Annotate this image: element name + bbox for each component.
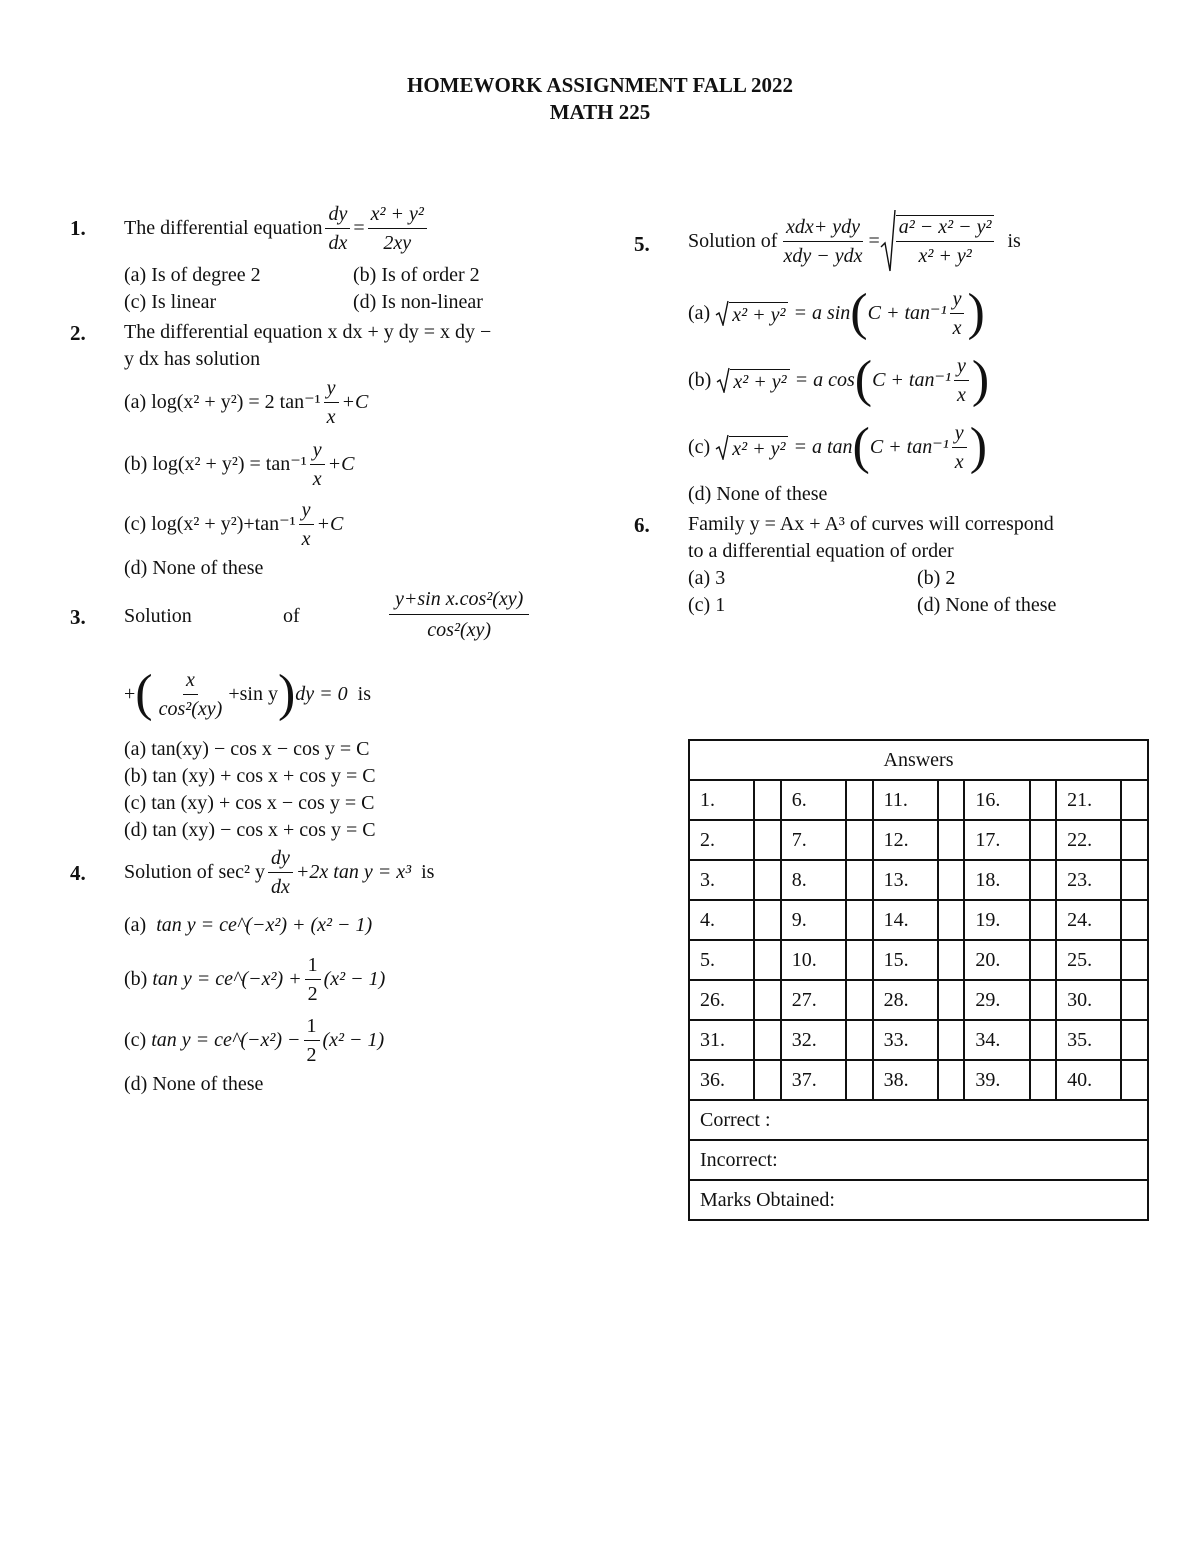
answer-number: 20.: [964, 940, 1029, 980]
q1-rhs-num: x² + y²: [368, 203, 427, 229]
q5-b-mid: = a cos: [794, 369, 855, 391]
answer-number: 14.: [873, 900, 938, 940]
answer-number: 17.: [964, 820, 1029, 860]
q1-stem-text: The differential equation: [124, 217, 323, 239]
q2-b-frac: [310, 439, 325, 490]
incorrect-field[interactable]: Incorrect:: [689, 1140, 1148, 1180]
q5-option-d: (d) None of these: [688, 483, 828, 505]
answer-number: 40.: [1056, 1060, 1121, 1100]
answer-blank[interactable]: [754, 1060, 781, 1100]
q2-b-tail: +C: [327, 453, 355, 475]
q4-c-label: (c): [124, 1029, 147, 1051]
q6-option-d: (d) None of these: [917, 594, 1057, 616]
q1-option-d: (d) Is non-linear: [353, 291, 483, 313]
answer-number: 21.: [1056, 780, 1121, 820]
q1-option-b: (b) Is of order 2: [353, 264, 480, 286]
question-1-stem: [124, 198, 430, 258]
answers-header-row: [689, 740, 1148, 780]
q5-c-x: x: [954, 450, 964, 473]
answer-blank[interactable]: [1121, 940, 1148, 980]
answers-table: [688, 739, 1149, 1221]
q5-b-root: x² + y²: [730, 369, 789, 392]
answer-blank[interactable]: [846, 900, 873, 940]
answer-blank[interactable]: [754, 980, 781, 1020]
q5-c-frac: [952, 422, 967, 473]
q3-left-paren: (: [135, 665, 153, 722]
marks-obtained-field-row: [689, 1180, 1148, 1220]
q4-stem: [124, 847, 434, 897]
question-2-number: 2.: [70, 321, 86, 345]
answer-number: 25.: [1056, 940, 1121, 980]
q5-c-arg: C + tan⁻¹: [869, 436, 949, 458]
q5-c-root: x² + y²: [729, 436, 788, 459]
answer-blank[interactable]: [754, 1020, 781, 1060]
q3-inner-tail: +sin y: [228, 683, 278, 705]
answers-row: [689, 980, 1148, 1020]
question-4-number: 4.: [70, 861, 86, 885]
q3-inner-num: x: [183, 669, 198, 695]
answers-row: [689, 820, 1148, 860]
q2-c-tail: +C: [316, 513, 344, 535]
q5-b-y: y: [954, 355, 969, 381]
q3-inner-frac: [156, 669, 226, 720]
q4-c-lhs: tan y = ce^(−x²) −: [151, 1029, 301, 1051]
q2-stem-line2: y dx has solution: [124, 348, 261, 370]
page-title: HOMEWORK ASSIGNMENT FALL 2022: [406, 73, 794, 97]
q2-b-y: y: [310, 439, 325, 465]
q4-b-two: 2: [307, 982, 318, 1005]
answer-blank[interactable]: [754, 820, 781, 860]
q5-c-mid: = a tan: [793, 436, 853, 458]
answer-number: 37.: [781, 1060, 846, 1100]
answer-blank[interactable]: [1121, 900, 1148, 940]
q5-a-label: (a): [688, 302, 711, 324]
q5-option-a: [688, 284, 985, 341]
q2-a-lhs: log(x² + y²) = 2 tan⁻¹: [151, 391, 321, 413]
q5-b-right-paren: ): [971, 351, 990, 408]
answer-number: 23.: [1056, 860, 1121, 900]
q5-c-right-paren: ): [969, 418, 988, 475]
answers-row: [689, 1060, 1148, 1100]
correct-field[interactable]: Correct :: [689, 1100, 1148, 1140]
answer-number: 5.: [689, 940, 754, 980]
q5-rad-den: x² + y²: [918, 245, 972, 267]
answer-number: 12.: [873, 820, 938, 860]
q2-option-b: [124, 440, 354, 488]
answer-blank[interactable]: [754, 940, 781, 980]
answer-number: 30.: [1056, 980, 1121, 1020]
answer-blank[interactable]: [1030, 820, 1057, 860]
q5-a-root: x² + y²: [729, 302, 788, 325]
question-6-number: 6.: [634, 513, 650, 537]
answer-number: 13.: [873, 860, 938, 900]
answer-blank[interactable]: [938, 900, 965, 940]
answer-blank[interactable]: [846, 980, 873, 1020]
q2-c-y: y: [299, 499, 314, 525]
answer-number: 24.: [1056, 900, 1121, 940]
question-1-number: 1.: [70, 216, 86, 240]
q1-option-a: (a) Is of degree 2: [124, 264, 261, 286]
q5-c-y: y: [952, 422, 967, 448]
q4-c-two: 2: [306, 1043, 317, 1066]
q4-c-tail: (x² − 1): [322, 1029, 385, 1051]
q3-option-b: (b) tan (xy) + cos x + cos y = C: [124, 765, 376, 787]
answer-blank[interactable]: [754, 900, 781, 940]
q5-a-right-paren: ): [967, 284, 985, 341]
answers-row: [689, 940, 1148, 980]
answer-number: 22.: [1056, 820, 1121, 860]
q3-frac: [389, 588, 529, 641]
q5-c-left-paren: (: [852, 418, 870, 475]
q4-derivative: [268, 847, 293, 898]
answer-number: 36.: [689, 1060, 754, 1100]
q2-b-lhs: log(x² + y²) = tan⁻¹: [152, 453, 307, 475]
answer-number: 3.: [689, 860, 754, 900]
q2-stem-line1: The differential equation x dx + y dy = x dy −: [124, 321, 492, 343]
q5-lhs-num: xdx+ ydy: [783, 216, 863, 242]
answer-blank[interactable]: [938, 780, 965, 820]
answer-blank[interactable]: [754, 860, 781, 900]
q3-of: of: [283, 605, 300, 627]
marks-obtained-field[interactable]: Marks Obtained:: [689, 1180, 1148, 1220]
q5-radical-frac: [896, 215, 995, 267]
q4-b-lhs: tan y = ce^(−x²) +: [152, 968, 302, 990]
answer-blank[interactable]: [1121, 980, 1148, 1020]
q1-rhs-den: 2xy: [383, 231, 412, 254]
q5-a-y: y: [950, 288, 965, 314]
q5-stem-text: Solution of: [688, 230, 778, 252]
q5-a-radical: [715, 300, 729, 326]
answer-blank[interactable]: [846, 860, 873, 900]
q5-equals: =: [868, 230, 880, 252]
q3-frac-num: y+sin x.cos²(xy): [389, 588, 529, 615]
q3-plus: +: [124, 683, 136, 705]
q3-main-fraction: [386, 588, 532, 641]
q5-c-label: (c): [688, 436, 711, 458]
answer-blank[interactable]: [1030, 1020, 1057, 1060]
q4-is: is: [421, 861, 435, 883]
answer-blank[interactable]: [1121, 860, 1148, 900]
q5-stem: [688, 208, 1021, 274]
answer-number: 38.: [873, 1060, 938, 1100]
q1-dx: dx: [328, 231, 348, 254]
q2-b-x: x: [312, 467, 322, 490]
q2-c-label: (c): [124, 513, 147, 535]
q4-b-tail: (x² − 1): [323, 968, 386, 990]
answers-row: [689, 900, 1148, 940]
answer-blank[interactable]: [938, 940, 965, 980]
answer-number: 19.: [964, 900, 1029, 940]
q2-a-frac: [324, 377, 339, 428]
q1-rhs: [368, 203, 427, 254]
answer-blank[interactable]: [1030, 940, 1057, 980]
q5-a-left-paren: (: [850, 284, 868, 341]
q4-option-c: [124, 1016, 384, 1064]
q2-a-y: y: [324, 377, 339, 403]
q3-option-d: (d) tan (xy) − cos x + cos y = C: [124, 819, 376, 841]
q6-option-b: (b) 2: [917, 567, 956, 589]
answer-blank[interactable]: [938, 860, 965, 900]
q4-stem-text: Solution of sec² y: [124, 861, 265, 883]
answer-blank[interactable]: [938, 1060, 965, 1100]
answer-number: 10.: [781, 940, 846, 980]
answer-number: 6.: [781, 780, 846, 820]
answer-blank[interactable]: [1121, 780, 1148, 820]
q3-frac-den: cos²(xy): [427, 619, 492, 641]
q5-option-b: [688, 351, 990, 408]
q5-a-mid: = a sin: [793, 302, 851, 324]
answer-blank[interactable]: [938, 980, 965, 1020]
answer-number: 32.: [781, 1020, 846, 1060]
answers-row: [689, 860, 1148, 900]
answer-blank[interactable]: [1030, 900, 1057, 940]
q2-a-label: (a): [124, 391, 147, 413]
q4-option-b: [124, 955, 385, 1003]
correct-field-row: [689, 1100, 1148, 1140]
answer-number: 39.: [964, 1060, 1029, 1100]
q5-radical-sign: [880, 209, 896, 273]
q1-dy: dy: [325, 203, 350, 229]
q5-option-c: [688, 418, 988, 475]
q2-a-tail: +C: [341, 391, 369, 413]
q3-continuation: [124, 660, 371, 728]
answer-number: 33.: [873, 1020, 938, 1060]
q2-c-frac: [299, 499, 314, 550]
answer-number: 27.: [781, 980, 846, 1020]
answer-blank[interactable]: [846, 780, 873, 820]
q4-dy: dy: [268, 847, 293, 873]
answers-row: [689, 1020, 1148, 1060]
q6-option-a: (a) 3: [688, 567, 726, 589]
answer-number: 11.: [873, 780, 938, 820]
q4-c-half: [304, 1015, 320, 1066]
answer-blank[interactable]: [754, 780, 781, 820]
q3-inner-den: cos²(xy): [158, 697, 223, 720]
q4-b-one: 1: [305, 954, 321, 980]
answer-number: 31.: [689, 1020, 754, 1060]
q1-derivative: [325, 203, 350, 254]
answer-number: 15.: [873, 940, 938, 980]
q2-b-label: (b): [124, 453, 148, 475]
question-3-number: 3.: [70, 605, 86, 629]
q4-c-one: 1: [304, 1015, 320, 1041]
q5-b-frac: [954, 355, 969, 406]
q5-b-x: x: [957, 383, 966, 406]
q4-stem-rest: +2x tan y = x³: [295, 861, 412, 883]
q6-option-c: (c) 1: [688, 594, 726, 616]
answer-blank[interactable]: [1030, 980, 1057, 1020]
answer-number: 16.: [964, 780, 1029, 820]
answer-blank[interactable]: [1121, 1060, 1148, 1100]
answer-number: 34.: [964, 1020, 1029, 1060]
answer-number: 9.: [781, 900, 846, 940]
q5-lhs-den: xdy − ydx: [783, 244, 863, 267]
answer-number: 7.: [781, 820, 846, 860]
answer-number: 2.: [689, 820, 754, 860]
q3-option-c: (c) tan (xy) + cos x − cos y = C: [124, 792, 375, 814]
answer-number: 8.: [781, 860, 846, 900]
q5-a-frac: [950, 288, 965, 339]
answer-number: 28.: [873, 980, 938, 1020]
answer-number: 4.: [689, 900, 754, 940]
q3-right-paren: ): [277, 665, 296, 722]
q5-a-x: x: [952, 316, 962, 339]
q5-b-arg: C + tan⁻¹: [872, 369, 952, 391]
q2-option-a: [124, 378, 368, 426]
q6-stem-line2: to a differential equation of order: [688, 540, 954, 562]
q5-b-left-paren: (: [854, 351, 873, 408]
answer-blank[interactable]: [1121, 820, 1148, 860]
q2-c-x: x: [301, 527, 311, 550]
answer-blank[interactable]: [938, 1020, 965, 1060]
answer-blank[interactable]: [846, 820, 873, 860]
q2-a-x: x: [326, 405, 336, 428]
q5-lhs-frac: [780, 216, 865, 267]
answer-blank[interactable]: [1030, 860, 1057, 900]
q4-b-half: [305, 954, 321, 1005]
q4-b-label: (b): [124, 968, 148, 990]
q2-c-lhs: log(x² + y²)+tan⁻¹: [151, 513, 296, 535]
answer-blank[interactable]: [938, 820, 965, 860]
answer-blank[interactable]: [1121, 1020, 1148, 1060]
q5-a-arg: C + tan⁻¹: [867, 302, 947, 324]
q2-option-c: [124, 500, 343, 548]
answer-number: 26.: [689, 980, 754, 1020]
q3-option-a: (a) tan(xy) − cos x − cos y = C: [124, 738, 370, 760]
q1-option-c: (c) Is linear: [124, 291, 217, 313]
answers-title: Answers: [689, 740, 1148, 780]
q3-tail: dy = 0: [295, 683, 348, 705]
answer-number: 35.: [1056, 1020, 1121, 1060]
q3-stem: Solution: [124, 605, 192, 627]
q5-c-radical: [715, 434, 729, 460]
answer-blank[interactable]: [846, 1060, 873, 1100]
q5-rad-num: a² − x² − y²: [896, 216, 995, 242]
q4-option-d: (d) None of these: [124, 1073, 264, 1095]
incorrect-field-row: [689, 1140, 1148, 1180]
answer-blank[interactable]: [846, 1020, 873, 1060]
q4-a-expr: tan y = ce^(−x²) + (x² − 1): [156, 914, 373, 936]
q6-stem-line1: Family y = Ax + A³ of curves will correspond: [688, 513, 1054, 535]
answer-number: 18.: [964, 860, 1029, 900]
q3-is: is: [357, 683, 372, 705]
answer-blank[interactable]: [1030, 1060, 1057, 1100]
q2-option-d: (d) None of these: [124, 557, 264, 579]
course-code: MATH 225: [549, 100, 651, 124]
answers-row: [689, 780, 1148, 820]
answer-blank[interactable]: [846, 940, 873, 980]
answer-number: 29.: [964, 980, 1029, 1020]
q5-is: is: [1007, 230, 1021, 252]
q5-b-radical: [716, 367, 730, 393]
q4-dx: dx: [271, 875, 290, 898]
q4-option-a: [124, 915, 372, 935]
answer-number: 1.: [689, 780, 754, 820]
q4-a-label: (a): [124, 914, 147, 936]
question-5-number: 5.: [634, 232, 650, 256]
q1-equals: =: [353, 217, 365, 239]
answer-blank[interactable]: [1030, 780, 1057, 820]
q5-b-label: (b): [688, 369, 712, 391]
